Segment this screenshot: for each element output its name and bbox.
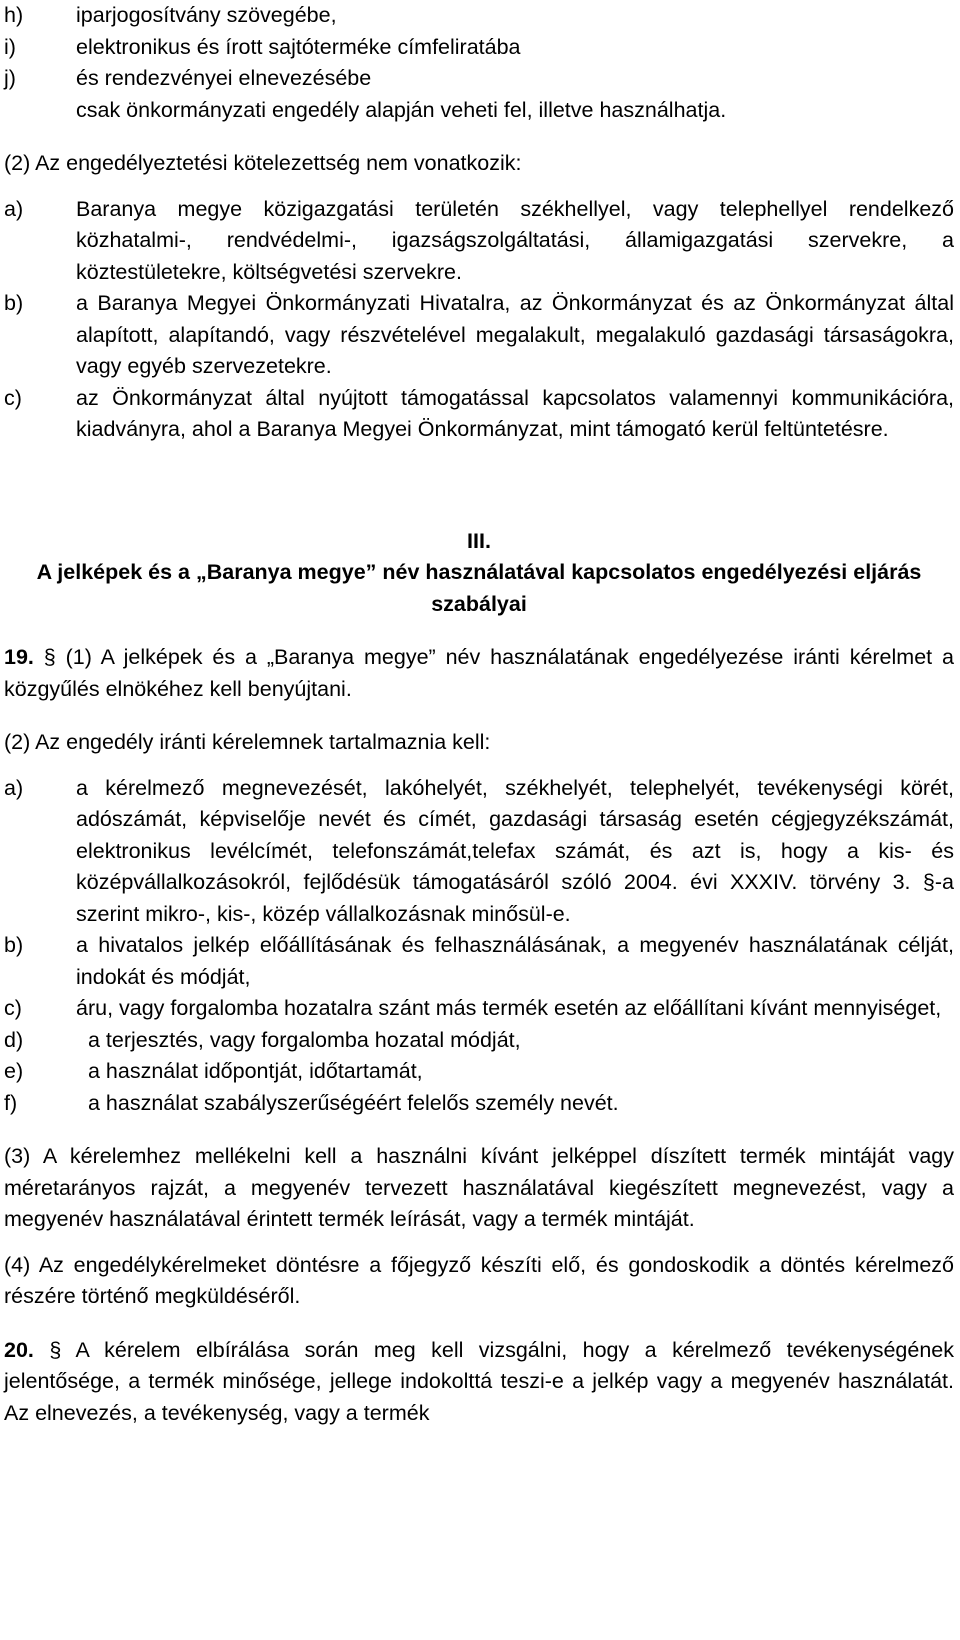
list-text: a terjesztés, vagy forgalomba hozatal módját, (88, 1027, 521, 1052)
list-label: a) (4, 196, 24, 221)
section-19-paragraph-2-intro: (2) Az engedély iránti kérelemnek tartalmaznia kell: (4, 730, 491, 754)
list-text: a hivatalos jelkép előállításának és felhasználásának, a megyenév használatának célját, indokát és módját, (76, 933, 954, 989)
list-label: e) (4, 1059, 24, 1083)
list-item (4, 288, 954, 383)
list-item (4, 32, 954, 64)
list-text: a Baranya Megyei Önkormányzati Hivatalra, az Önkormányzat és az Önkormányzat által alapított, alapítandó, vagy részvételével megalakult, megalakuló gazdasági társaságokra, vagy egyéb szervezetekre. (76, 291, 954, 378)
list-text: a használat szabályszerűségéért felelős személy nevét. (88, 1090, 619, 1115)
section-19-paragraph-1 (4, 642, 954, 705)
list-item (4, 63, 954, 95)
list-item (4, 194, 954, 289)
section-number: III. (467, 528, 491, 553)
section-20-number: 20. (4, 1337, 34, 1362)
section-sign: § (43, 645, 56, 669)
list-label: c) (4, 996, 22, 1020)
list-text: áru, vagy forgalomba hozatalra szánt más termék esetén az előállítani kívánt mennyiséget, (76, 996, 942, 1020)
list-label: c) (4, 385, 22, 410)
section-title: A jelképek és a „Baranya megye” név használatával kapcsolatos engedélyezési eljárás szabályai (36, 560, 922, 616)
section-19-paragraph-4: (4) Az engedélykérelmeket döntésre a főjegyző készíti elő, és gondoskodik a döntés kérelmező részére történő megküldéséről. (4, 1252, 954, 1308)
list-item (4, 1088, 954, 1120)
list-tail: csak önkormányzati engedély alapján veheti fel, illetve használhatja. (76, 97, 727, 122)
list-label: f) (4, 1090, 18, 1115)
list-label: b) (4, 933, 24, 957)
list-item (4, 993, 954, 1025)
list-item (4, 930, 954, 993)
paragraph-2-intro: (2) Az engedélyeztetési kötelezettség nem vonatkozik: (4, 151, 522, 175)
list-item (4, 383, 954, 446)
list-item (4, 773, 954, 931)
list-label: j) (4, 66, 16, 90)
list-label: a) (4, 775, 24, 800)
list-item (4, 1025, 954, 1057)
list-item (4, 0, 954, 32)
list-label: h) (4, 3, 24, 27)
list-text: Baranya megye közigazgatási területén székhellyel, vagy telephellyel rendelkező közhatalmi-, rendvédelmi-, igazságszolgáltatási, államigazgatási szervekre, a köztestületekre, költségvetési szervekre. (76, 196, 954, 284)
list-text: az Önkormányzat által nyújtott támogatással kapcsolatos valamennyi kommunikációra, kiadványra, ahol a Baranya Megyei Önkormányzat, mint támogató kerül feltüntetésre. (76, 385, 954, 441)
section-20-text: A kérelem elbírálása során meg kell vizsgálni, hogy a kérelmező tevékenységének jelentősége, a termék minősége, jellege indokolttá teszi-e a jelkép vagy a megyenév használatát. Az elnevezés, a tevékenység, vagy a termék (4, 1337, 955, 1425)
section-sign: § (49, 1337, 62, 1362)
section-19-text: (1) A jelképek és a „Baranya megye” név használatának engedélyezése iránti kérelmet a közgyűlés elnökéhez kell benyújtani. (4, 645, 954, 701)
document-page (4, 0, 954, 1429)
list-item (4, 1056, 954, 1088)
section-20-paragraph (4, 1335, 954, 1430)
section-19-number: 19. (4, 645, 34, 669)
list-text: és rendezvényei elnevezésébe (76, 66, 372, 90)
section-19-paragraph-3: (3) A kérelemhez mellékelni kell a használni kívánt jelképpel díszített termék mintáját vagy méretarányos rajzát, a megyenév tervezett használatával kiegészített megnevezést, vagy a megyenév használatával érintett termék leírását, vagy a termék mintáját. (4, 1144, 954, 1231)
list-label: d) (4, 1027, 24, 1052)
list-label: i) (4, 34, 16, 59)
list-text: iparjogosítvány szövegébe, (76, 3, 337, 27)
list-text: a kérelmező megnevezését, lakóhelyét, székhelyét, telephelyét, tevékenységi körét, adószámát, képviselője nevét és címét, gazdasági társaság esetén cégjegyzékszámát, elektronikus levélcímét, telefonszámát,telefax számát, és azt is, hogy a kis- és középvállalkozásokról, fejlődésük támogatásáról szóló 2004. évi XXXIV. törvény 3. §-a szerint mikro-, kis-, közép vállalkozásnak minősül-e. (76, 775, 954, 926)
list-text: a használat időpontját, időtartamát, (88, 1059, 423, 1083)
list-label: b) (4, 291, 24, 315)
list-text: elektronikus és írott sajtóterméke címfeliratába (76, 34, 521, 59)
